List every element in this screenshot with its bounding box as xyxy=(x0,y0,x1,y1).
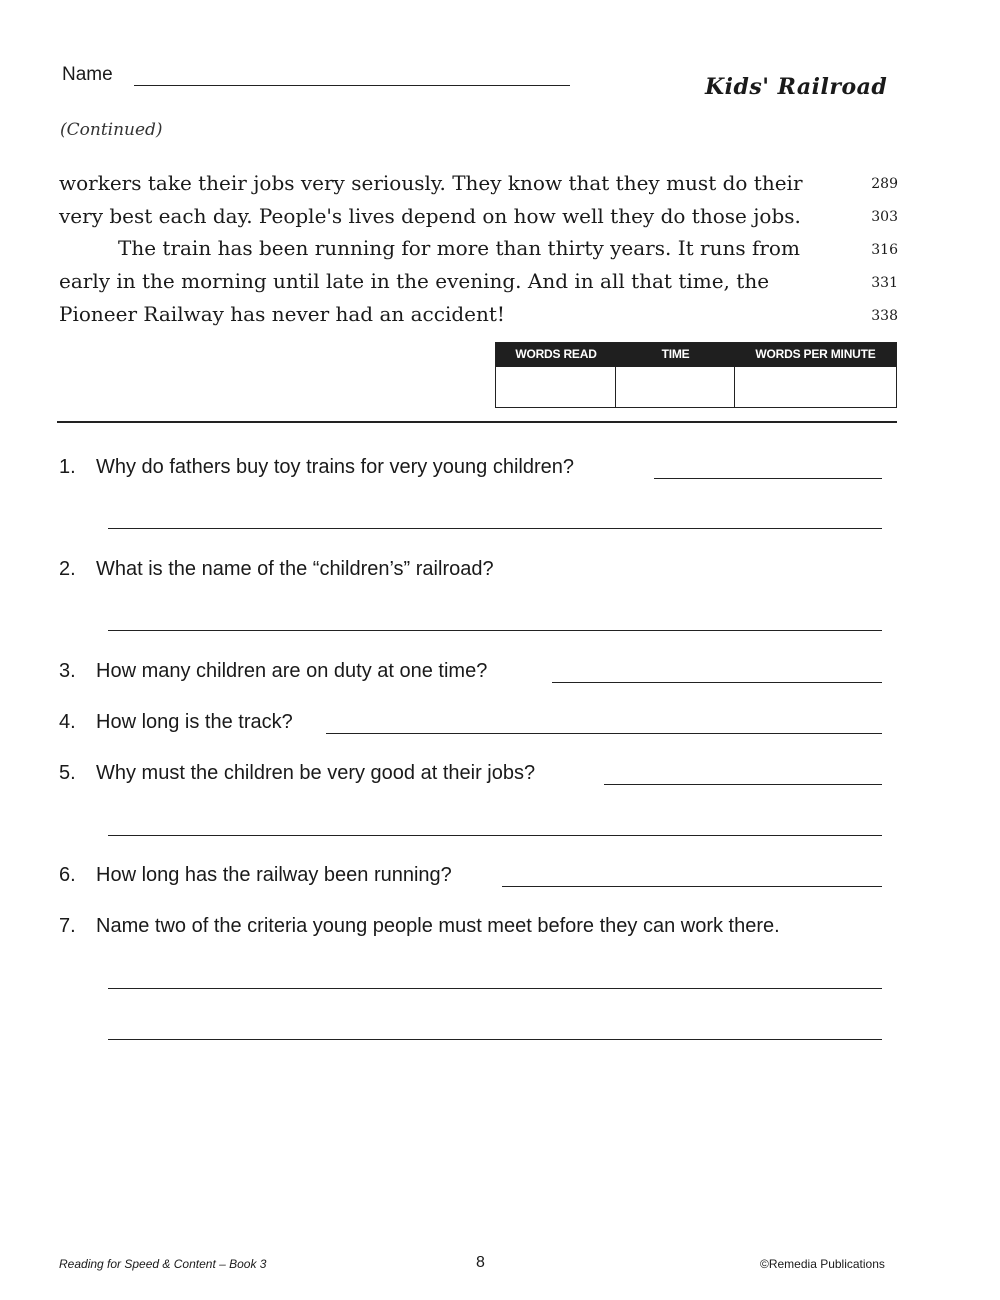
score-table-header xyxy=(496,343,896,367)
question-text: Why do fathers buy toy trains for very young children? xyxy=(96,456,575,478)
question-text: How long has the railway been running? xyxy=(96,864,452,886)
question-number: 6. xyxy=(59,864,76,886)
answer-line[interactable] xyxy=(502,886,882,887)
passage-line: very best each day. People's lives depend on how well they do those jobs. xyxy=(59,204,801,228)
footer-copyright: ©Remedia Publications xyxy=(760,1257,885,1271)
answer-line[interactable] xyxy=(552,682,882,683)
question-number: 5. xyxy=(59,762,76,784)
answer-line[interactable] xyxy=(604,784,882,785)
section-divider xyxy=(57,421,897,423)
wpm-cell[interactable] xyxy=(735,367,896,407)
answer-line[interactable] xyxy=(654,478,882,479)
question-number: 3. xyxy=(59,660,76,682)
word-count: 338 xyxy=(871,308,898,324)
word-count: 289 xyxy=(871,176,898,192)
answer-line[interactable] xyxy=(108,835,882,836)
question-text: What is the name of the “children’s” railroad? xyxy=(96,558,494,580)
worksheet-title: Kids' Railroad xyxy=(705,74,888,100)
passage-line: Pioneer Railway has never had an accident! xyxy=(59,302,505,326)
word-count: 331 xyxy=(871,275,898,291)
passage-line: The train has been running for more than thirty years. It runs from xyxy=(118,236,800,260)
question-number: 4. xyxy=(59,711,76,733)
footer-book-title: Reading for Speed & Content – Book 3 xyxy=(59,1257,267,1271)
answer-line[interactable] xyxy=(326,733,882,734)
question-text: How many children are on duty at one time? xyxy=(96,660,488,682)
name-label: Name xyxy=(62,64,113,85)
continued-label: (Continued) xyxy=(60,120,163,140)
question-text: How long is the track? xyxy=(96,711,293,733)
answer-line[interactable] xyxy=(108,1039,882,1040)
word-count: 303 xyxy=(871,209,898,225)
question-number: 7. xyxy=(59,915,76,937)
question-number: 1. xyxy=(59,456,76,478)
answer-line[interactable] xyxy=(108,988,882,989)
score-table xyxy=(495,342,897,408)
page-number: 8 xyxy=(476,1254,485,1271)
answer-line[interactable] xyxy=(108,630,882,631)
words-read-cell[interactable] xyxy=(496,367,616,407)
question-text: Why must the children be very good at their jobs? xyxy=(96,762,536,784)
time-header: TIME xyxy=(661,347,690,361)
passage-line: workers take their jobs very seriously. They know that they must do their xyxy=(59,171,803,195)
passage-line: early in the morning until late in the evening. And in all that time, the xyxy=(59,269,770,293)
name-field[interactable] xyxy=(134,85,570,86)
wpm-header: WORDS PER MINUTE xyxy=(755,347,876,361)
time-cell[interactable] xyxy=(616,367,735,407)
word-count: 316 xyxy=(871,242,898,258)
question-number: 2. xyxy=(59,558,76,580)
answer-line[interactable] xyxy=(108,528,882,529)
words-read-header: WORDS READ xyxy=(515,347,597,361)
question-text: Name two of the criteria young people must meet before they can work there. xyxy=(96,915,780,937)
